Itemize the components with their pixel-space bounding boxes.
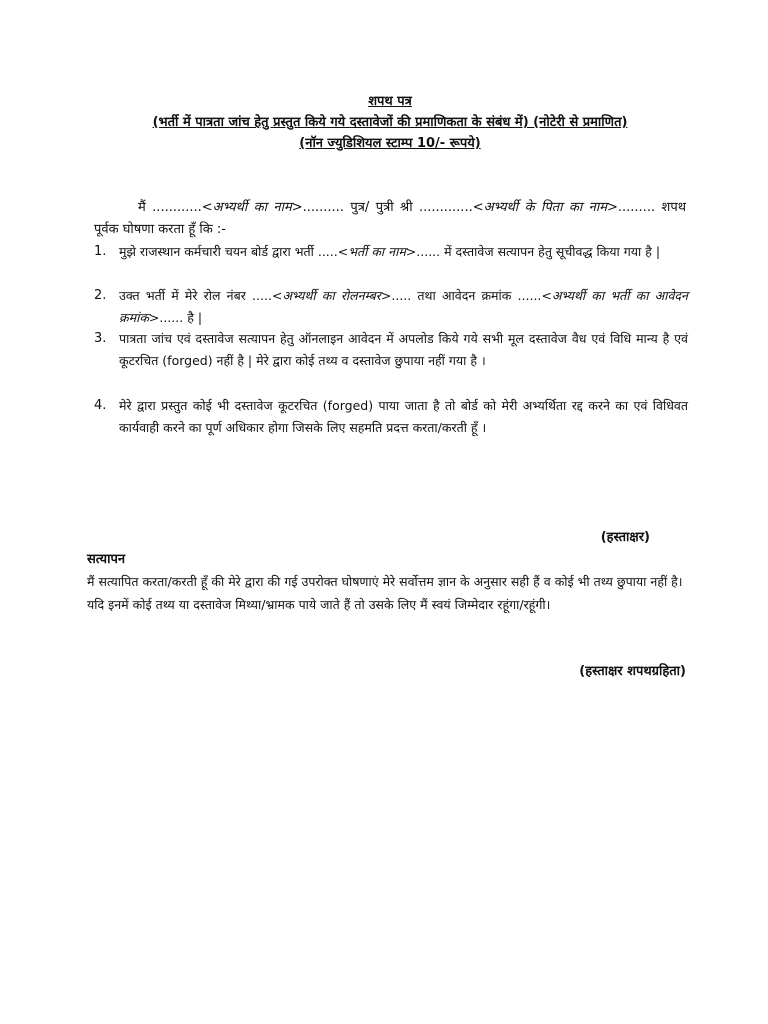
intro-text: .......... पुत्र/ पुत्री श्री ............. xyxy=(302,200,473,215)
signature-label: (हस्ताक्षर) xyxy=(600,530,650,545)
verification-text: मैं सत्यापित करता/करती हूँ की मेरे द्वारा की गई उपरोक्त घोषणाएं मेरे सर्वोत्तम ज्ञान के अनुसार सही हैं व कोई भी तथ्य छुपाया नहीं है। यदि इनमें कोई तथ्य या दस्तावेज मिथ्या/भ्रामक पाये जाते हैं तो उसके लिए मैं स्वयं जिम्मेदार रहूंगा/रहूंगी। xyxy=(87,574,683,612)
declaration-item xyxy=(94,328,688,372)
deponent-signature-label: (हस्ताक्षर शपथग्रहिता) xyxy=(579,664,686,679)
item-text: उक्त भर्ती में मेरे रोल नंबर ..... xyxy=(119,288,272,303)
item-text: ..... तथा आवेदन क्रमांक ...... xyxy=(391,288,542,303)
intro-paragraph xyxy=(94,197,686,241)
item-text: ...... में दस्तावेज सत्यापन हेतु सूचीवद्ध किया गया है | xyxy=(416,244,661,259)
verification-heading: सत्यापन xyxy=(87,552,126,567)
item-number: 3. xyxy=(94,331,107,346)
document-subtitle: (भर्ती में पात्रता जांच हेतु प्रस्तुत किये गये दस्तावेजों की प्रमाणिकता के संबंध में) (नोटेरी से प्रमाणित) xyxy=(152,115,628,130)
item-text: मेरे द्वारा प्रस्तुत कोई भी दस्तावेज कूटरचित (forged) पाया जाता है तो बोर्ड को मेरी अभ्यर्थिता रद्द करने का एवं विधिवत कार्यवाही करने का पूर्ण अधिकार होगा जिसके लिए सहमति प्रदत्त करता/करती हूँ । xyxy=(119,398,688,435)
item-text: पात्रता जांच एवं दस्तावेज सत्यापन हेतु ऑनलाइन आवेदन में अपलोड किये गये सभी मूल दस्तावेज वैध एवं विधि मान्य है एवं कूटरचित (forged) नहीं है | मेरे द्वारा कोई तथ्य व दस्तावेज छुपाया नहीं गया है । xyxy=(119,331,688,368)
declaration-item xyxy=(94,241,688,263)
intro-text: ......... शपथ पूर्वक घोषणा करता हूँ कि :- xyxy=(94,200,687,237)
item-text: ...... है | xyxy=(159,310,203,325)
declaration-item xyxy=(94,285,688,329)
item-number: 4. xyxy=(94,398,107,413)
item-text: मुझे राजस्थान कर्मचारी चयन बोर्ड द्वारा भर्ती ..... xyxy=(119,244,338,259)
item-number: 2. xyxy=(94,288,107,303)
candidate-name-placeholder: <अभ्यर्थी का नाम> xyxy=(201,200,303,215)
application-number-placeholder: <अभ्यर्थी का भर्ती का आवेदन क्रमांक> xyxy=(119,288,688,325)
item-number: 1. xyxy=(94,244,107,259)
recruitment-name-placeholder: <भर्ती का नाम> xyxy=(337,244,417,259)
declaration-item xyxy=(94,395,688,439)
document-title: शपथ पत्र xyxy=(368,94,412,109)
stamp-note: (नॉन ज्युडिशियल स्टाम्प 10/- रूपये) xyxy=(299,136,481,151)
roll-number-placeholder: <अभ्यर्थी का रोलनम्बर> xyxy=(271,288,392,303)
father-name-placeholder: <अभ्यर्थी के पिता का नाम> xyxy=(472,200,618,215)
intro-text: मैं ............ xyxy=(138,200,202,215)
